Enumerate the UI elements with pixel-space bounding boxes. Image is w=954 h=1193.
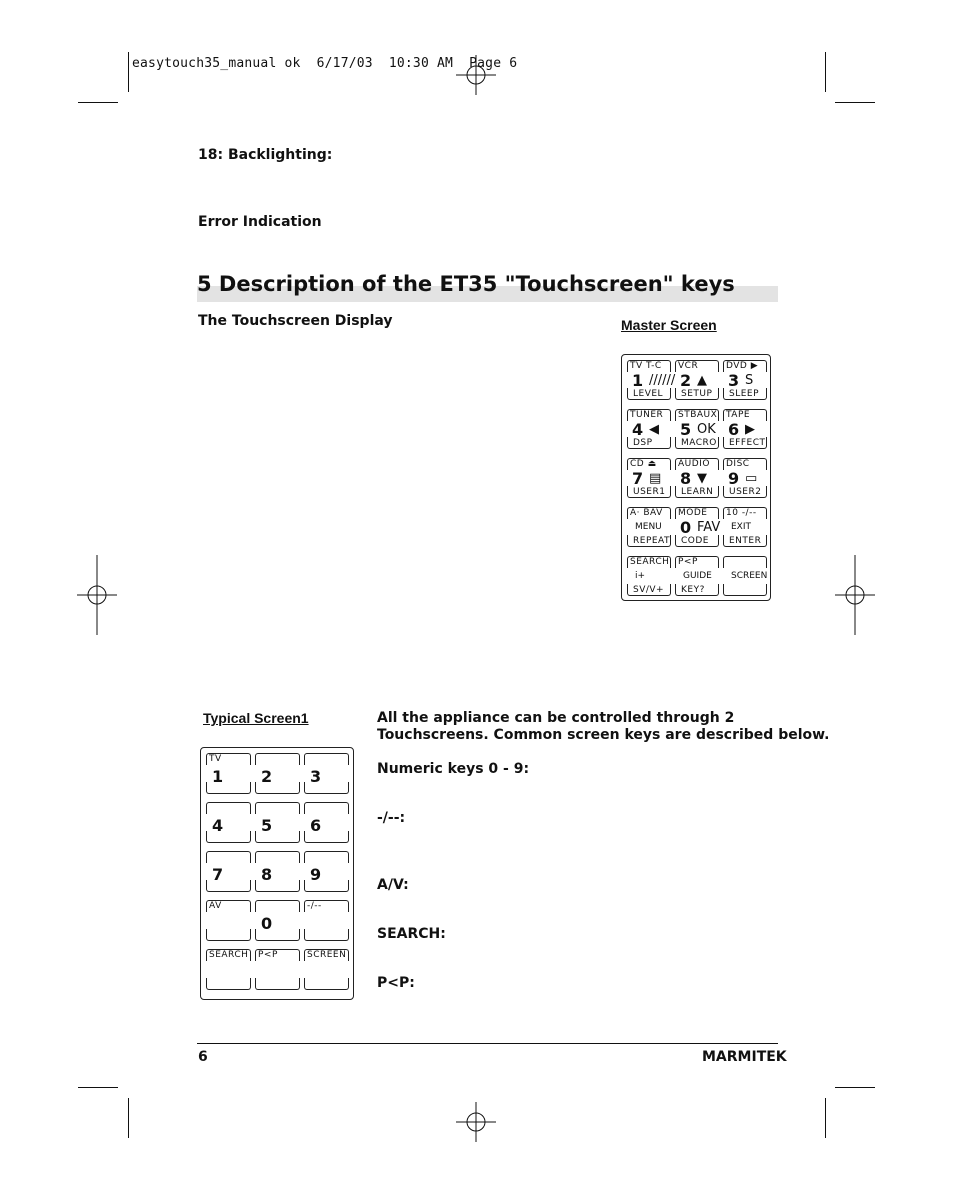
key-number: 8: [680, 469, 692, 488]
key-top-label: TV: [209, 754, 222, 764]
typical-key[interactable]: [206, 802, 249, 843]
key-symbol: ▲: [697, 373, 707, 388]
typical-screen-caption: Typical Screen1: [203, 710, 309, 726]
intro-line-1: All the appliance can be controlled through 2: [377, 710, 735, 726]
key-number: 7: [212, 865, 224, 884]
key-symbol: ◀: [649, 422, 659, 437]
master-key[interactable]: [675, 556, 717, 596]
master-key[interactable]: [723, 556, 768, 596]
pp-key-heading: P<P:: [377, 975, 415, 991]
key-number: 9: [310, 865, 322, 884]
key-top-label: CD ⏏: [630, 459, 657, 469]
key-top-label: A· BAV: [630, 508, 663, 518]
key-bottom-label: USER2: [729, 487, 762, 497]
typical-screen-panel: [200, 747, 354, 1000]
crop-mark: [835, 1087, 875, 1088]
key-bottom-label: KEY?: [681, 585, 705, 595]
key-top-label: VCR: [678, 361, 699, 371]
key-top-label: DVD ▶: [726, 361, 759, 371]
key-number: 7: [632, 469, 644, 488]
chapter-title: 5 Description of the ET35 "Touchscreen" keys: [197, 272, 735, 296]
key-number: 5: [680, 420, 692, 439]
print-header: easytouch35_manual ok 6/17/03 10:30 AM Page 6: [132, 56, 518, 71]
key-number: 6: [310, 816, 322, 835]
key-bottom-label: SV/V+: [633, 585, 665, 595]
key-symbol: OK: [697, 422, 716, 437]
typical-key[interactable]: [304, 900, 347, 941]
key-symbol: //////: [649, 373, 676, 388]
error-indication-heading: Error Indication: [198, 214, 322, 230]
intro-line-2: Touchscreens. Common screen keys are described below.: [377, 727, 830, 743]
key-top-label: STBAUX: [678, 410, 718, 420]
footer-rule: [197, 1043, 778, 1044]
key-bottom-label: CODE: [681, 536, 709, 546]
key-number: 4: [212, 816, 224, 835]
typical-key[interactable]: [304, 851, 347, 892]
backlighting-heading: 18: Backlighting:: [198, 147, 333, 163]
master-key[interactable]: [723, 458, 765, 498]
key-top-label: TUNER: [630, 410, 664, 420]
key-symbol: ▼: [697, 471, 707, 486]
key-bottom-label: LEARN: [681, 487, 714, 497]
key-symbol: EXIT: [731, 522, 752, 532]
key-top-label: SEARCH: [630, 557, 670, 567]
master-key[interactable]: [627, 458, 669, 498]
crop-mark: [128, 1098, 129, 1138]
master-key[interactable]: [675, 458, 717, 498]
typical-key[interactable]: [255, 900, 298, 941]
key-number: 9: [728, 469, 740, 488]
crop-mark: [825, 52, 826, 92]
master-key[interactable]: [627, 409, 669, 449]
master-key[interactable]: [627, 360, 676, 400]
key-top-label: TAPE: [726, 410, 751, 420]
key-number: 3: [728, 371, 740, 390]
typical-key[interactable]: [255, 851, 298, 892]
brand-name: MARMITEK: [702, 1049, 787, 1065]
key-number: 2: [261, 767, 273, 786]
key-number: 3: [310, 767, 322, 786]
key-top-label: DISC: [726, 459, 750, 469]
key-number: 4: [632, 420, 644, 439]
master-key[interactable]: [675, 507, 721, 547]
typical-key[interactable]: [206, 753, 249, 794]
key-number: 0: [680, 518, 692, 537]
crop-mark: [78, 102, 118, 103]
typical-key[interactable]: [206, 900, 249, 941]
master-key[interactable]: [627, 556, 669, 596]
key-top-label: SCREEN: [307, 950, 347, 960]
key-symbol: ▤: [649, 471, 662, 486]
master-screen-caption: Master Screen: [621, 317, 717, 333]
key-number: 6: [728, 420, 740, 439]
key-symbol: FAV: [697, 520, 721, 535]
key-bottom-label: LEVEL: [633, 389, 664, 399]
key-top-label: P<P: [258, 950, 278, 960]
key-number: 2: [680, 371, 692, 390]
touchscreen-display-heading: The Touchscreen Display: [198, 313, 393, 329]
key-bottom-label: SLEEP: [729, 389, 760, 399]
key-number: 8: [261, 865, 273, 884]
key-top-label: 10 -/--: [726, 508, 757, 518]
numeric-keys-heading: Numeric keys 0 - 9:: [377, 761, 530, 777]
key-top-label: AV: [209, 901, 222, 911]
registration-mark-icon: [835, 555, 875, 635]
key-number: 1: [632, 371, 644, 390]
crop-mark: [825, 1098, 826, 1138]
key-number: 5: [261, 816, 273, 835]
crop-mark: [128, 52, 129, 92]
registration-mark-icon: [77, 555, 117, 635]
key-bottom-label: MACRO: [681, 438, 717, 448]
key-bottom-label: ENTER: [729, 536, 762, 546]
key-symbol: GUIDE: [683, 571, 712, 581]
key-number: 0: [261, 914, 273, 933]
av-key-heading: A/V:: [377, 877, 409, 893]
master-key[interactable]: [675, 360, 717, 400]
key-symbol: i+: [635, 571, 646, 581]
key-symbol: MENU: [635, 522, 662, 532]
key-symbol: S: [745, 373, 754, 388]
search-key-heading: SEARCH:: [377, 926, 446, 942]
key-symbol: SCREEN: [731, 571, 768, 581]
master-key[interactable]: [723, 409, 765, 449]
dash-key-heading: -/--:: [377, 810, 406, 826]
key-symbol: ▶: [745, 422, 755, 437]
key-bottom-label: DSP: [633, 438, 653, 448]
key-bottom-label: EFFECT: [729, 438, 766, 448]
key-number: 1: [212, 767, 224, 786]
typical-key[interactable]: [255, 802, 298, 843]
typical-key[interactable]: [206, 949, 249, 990]
typical-key[interactable]: [304, 802, 347, 843]
key-bottom-label: USER1: [633, 487, 666, 497]
crop-mark: [835, 102, 875, 103]
key-symbol: ▭: [745, 471, 758, 486]
master-key[interactable]: [723, 507, 765, 547]
typical-key[interactable]: [304, 949, 347, 990]
page-number: 6: [198, 1049, 208, 1065]
key-bottom-label: REPEAT: [633, 536, 671, 546]
master-key[interactable]: [723, 360, 765, 400]
key-top-label: SEARCH: [209, 950, 249, 960]
typical-key[interactable]: [255, 949, 298, 990]
typical-key[interactable]: [304, 753, 347, 794]
key-top-label: MODE: [678, 508, 708, 518]
crop-mark: [78, 1087, 118, 1088]
master-key[interactable]: [675, 409, 717, 449]
key-top-label: P<P: [678, 557, 698, 567]
key-top-label: AUDIO: [678, 459, 710, 469]
typical-key[interactable]: [255, 753, 298, 794]
typical-key[interactable]: [206, 851, 249, 892]
key-top-label: -/--: [307, 901, 322, 911]
master-key[interactable]: [627, 507, 669, 547]
master-screen-panel: [621, 354, 771, 601]
registration-mark-icon: [456, 1102, 496, 1142]
key-bottom-label: SETUP: [681, 389, 713, 399]
key-top-label: TV T-C: [630, 361, 662, 371]
